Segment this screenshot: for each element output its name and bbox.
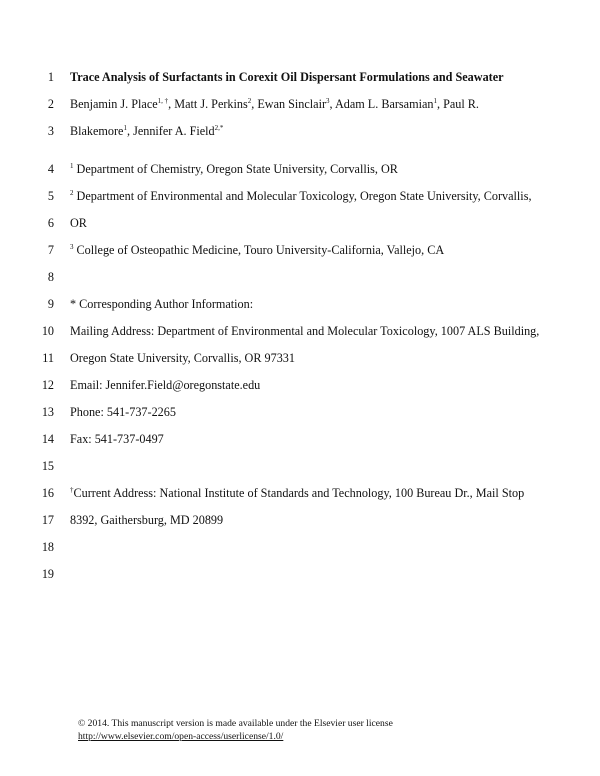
affiliation-text: College of Osteopathic Medicine, Touro University-California, Vallejo, CA	[73, 243, 445, 257]
author-name: Benjamin J. Place	[70, 97, 158, 111]
affiliation-text: Department of Environmental and Molecular Toxicology, Oregon State University, Corvallis,	[73, 189, 532, 203]
line-number: 1	[47, 70, 54, 84]
dagger-mark: †	[70, 486, 74, 494]
author-name: , Ewan Sinclair	[251, 97, 327, 111]
line-number: 17	[41, 513, 54, 527]
line-7	[0, 240, 600, 260]
license-notice: © 2014. This manuscript version is made available under the Elsevier user license	[78, 718, 393, 729]
line-number: 9	[47, 297, 54, 311]
line-number: 11	[42, 351, 54, 365]
affiliation	[70, 159, 398, 179]
line-number: 10	[41, 324, 54, 338]
affiliation	[70, 240, 444, 260]
corresponding-author-heading: * Corresponding Author Information:	[70, 297, 254, 311]
license-link[interactable]: http://www.elsevier.com/open-access/userlicense/1.0/	[78, 731, 284, 742]
author-name: , Adam L. Barsamian	[329, 97, 434, 111]
line-14	[0, 429, 600, 449]
paper-title: Trace Analysis of Surfactants in Corexit Oil Dispersant Formulations and Seawater	[70, 70, 504, 84]
current-address-text: Current Address: National Institute of Standards and Technology, 100 Bureau Dr., Mail Stop	[73, 486, 525, 500]
current-address	[70, 483, 524, 503]
affiliation-mark: 1, †	[157, 97, 169, 105]
line-8	[0, 267, 600, 287]
line-9	[0, 294, 600, 314]
line-6	[0, 213, 600, 233]
line-12	[0, 375, 600, 395]
line-2	[0, 94, 600, 114]
mailing-address: Mailing Address: Department of Environmental and Molecular Toxicology, 1007 ALS Building,	[70, 324, 540, 338]
license-footer	[78, 717, 393, 743]
line-19	[0, 564, 600, 584]
affiliation-mark: 1	[70, 162, 74, 170]
email: Email: Jennifer.Field@oregonstate.edu	[70, 378, 261, 392]
affiliation-mark: 2	[247, 97, 252, 105]
author-list	[70, 94, 479, 114]
line-number: 12	[41, 378, 54, 392]
line-13	[0, 402, 600, 422]
affiliation-mark: 2,*	[214, 124, 224, 132]
line-1	[0, 67, 600, 87]
author-name: , Paul R.	[436, 97, 479, 111]
author-name: Blakemore	[70, 124, 124, 138]
line-number: 2	[47, 97, 54, 111]
line-4	[0, 159, 600, 179]
line-15	[0, 456, 600, 476]
current-address-text: 8392, Gaithersburg, MD 20899	[70, 513, 224, 527]
line-number: 3	[47, 124, 54, 138]
affiliation	[70, 186, 532, 206]
line-number: 4	[47, 162, 54, 176]
line-number: 18	[41, 540, 54, 554]
line-number: 6	[47, 216, 54, 230]
line-number: 19	[41, 567, 54, 581]
author-name: , Matt J. Perkins	[168, 97, 248, 111]
line-16	[0, 483, 600, 503]
affiliation-mark: 3	[326, 97, 330, 105]
line-number: 8	[47, 270, 54, 284]
line-10	[0, 321, 600, 341]
line-number: 5	[47, 189, 54, 203]
mailing-address: Oregon State University, Corvallis, OR 97331	[70, 351, 295, 365]
phone: Phone: 541-737-2265	[70, 405, 176, 419]
line-18	[0, 537, 600, 557]
line-number: 7	[47, 243, 54, 257]
fax: Fax: 541-737-0497	[70, 432, 164, 446]
affiliation-mark: 2	[70, 189, 74, 197]
author-list	[70, 121, 223, 141]
line-17	[0, 510, 600, 530]
line-number: 14	[41, 432, 54, 446]
affiliation-mark: 1	[123, 124, 127, 132]
line-5	[0, 186, 600, 206]
affiliation-mark: 3	[70, 243, 74, 251]
line-number: 16	[41, 486, 54, 500]
affiliation-mark: 1	[433, 97, 437, 105]
author-name: , Jennifer A. Field	[126, 124, 215, 138]
affiliation-text: Department of Chemistry, Oregon State University, Corvallis, OR	[73, 162, 398, 176]
line-number: 13	[41, 405, 54, 419]
line-number: 15	[41, 459, 54, 473]
affiliation-text: OR	[70, 216, 87, 230]
line-3	[0, 121, 600, 141]
line-11	[0, 348, 600, 368]
